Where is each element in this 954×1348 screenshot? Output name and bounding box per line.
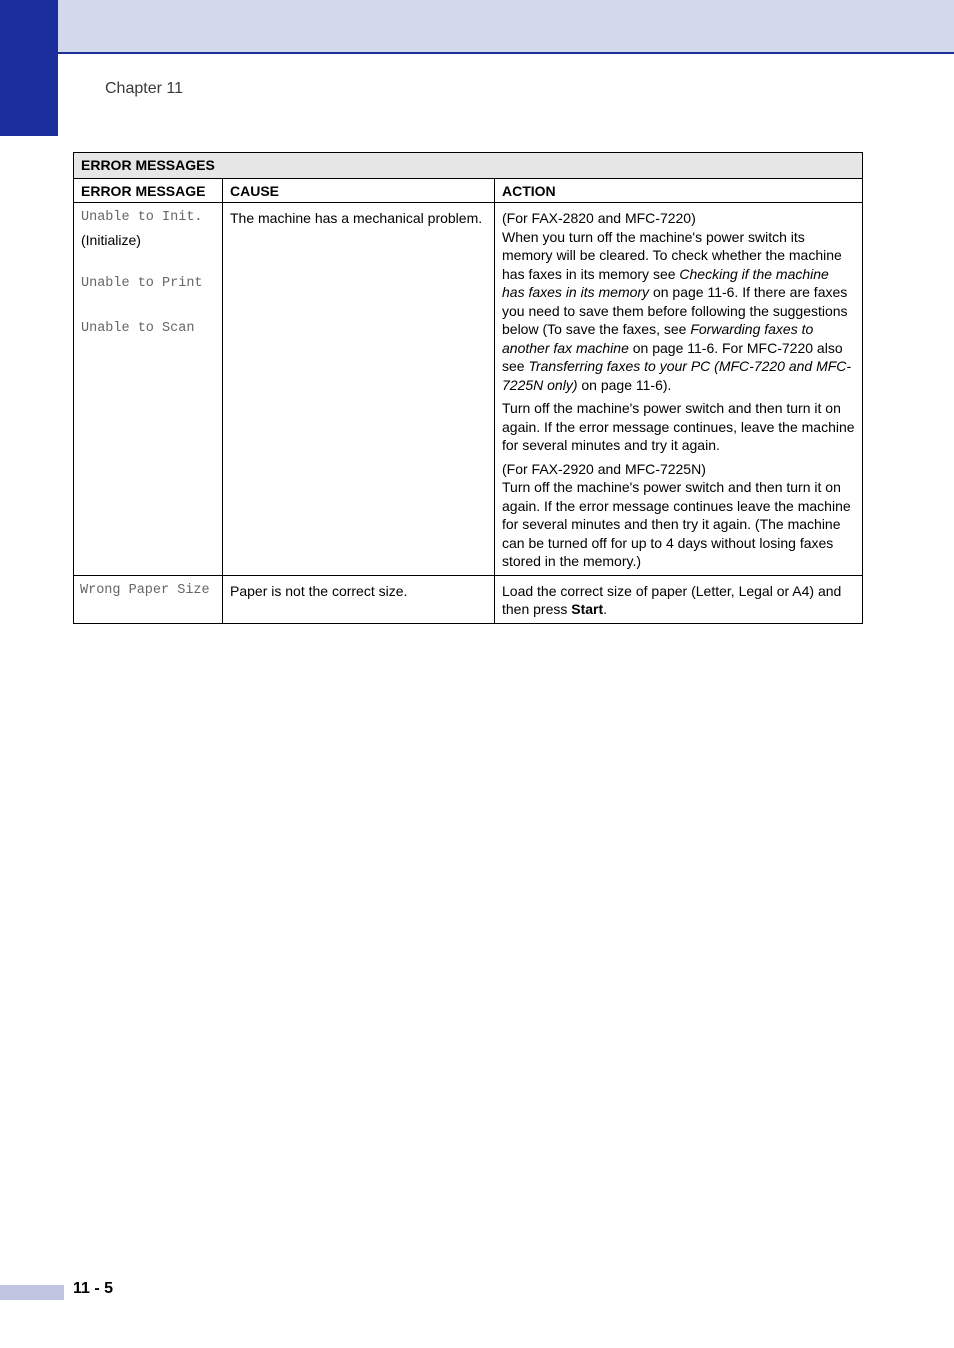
action-text: on page 11-6).: [577, 376, 672, 393]
action-text: on page 11-6. For MFC-7220 also see: [502, 339, 843, 374]
table-title-row: [74, 153, 863, 179]
error-message-cell: [74, 575, 223, 623]
error-messages-table: [73, 152, 863, 624]
chapter-tab: [0, 0, 58, 136]
cause-cell: The machine has a mechanical problem.: [223, 203, 495, 576]
lcd-message: Wrong Paper Size: [80, 582, 210, 598]
action-paragraph: [502, 209, 855, 394]
action-paragraph: Turn off the machine's power switch and then turn it on again. If the error message continues, leave the machine for several minutes and try it again.: [502, 400, 855, 453]
table-title: ERROR MESSAGES: [74, 153, 863, 179]
reference-link-text: Checking if the machine has faxes in its memory: [502, 265, 829, 300]
table-row: [74, 575, 863, 623]
lcd-message: Unable to Scan: [81, 320, 195, 336]
table-row: [74, 203, 863, 576]
column-header-error-message: ERROR MESSAGE: [74, 178, 223, 203]
lcd-message: Unable to Init.: [81, 210, 203, 225]
chapter-label: Chapter 11: [105, 80, 183, 97]
message-note: (Initialize): [81, 231, 141, 248]
cause-cell: Paper is not the correct size.: [223, 575, 495, 623]
header-band: [0, 0, 954, 54]
action-text: .: [603, 601, 608, 617]
key-name: Start: [571, 601, 604, 617]
model-note: (For FAX-2920 and MFC-7225N): [502, 460, 706, 477]
action-text: Turn off the machine's power switch and then turn it on again. If the error message continues leave the machine for several minutes and then try it again. (The machine can be turned off for up to 4 days without losing faxes stored in the memory.): [502, 479, 851, 569]
reference-link-text: Forwarding faxes to another fax machine: [502, 321, 814, 356]
action-text: Load the correct size of paper (Letter, Legal or A4) and then press: [502, 582, 842, 617]
page-number: 11 - 5: [73, 1280, 114, 1297]
error-message-cell: [74, 203, 223, 576]
column-header-cause: CAUSE: [223, 178, 495, 203]
action-cell: [495, 575, 863, 623]
column-header-action: ACTION: [495, 178, 863, 203]
action-paragraph: [502, 460, 855, 571]
reference-link-text: Transferring faxes to your PC (MFC-7220 and MFC-7225N only): [502, 358, 852, 393]
footer-bar: [0, 1285, 64, 1300]
lcd-message: Unable to Print: [81, 276, 203, 291]
action-cell: [495, 203, 863, 576]
model-note: (For FAX-2820 and MFC-7220): [502, 210, 696, 226]
action-text: on page 11-6. If there are faxes you need to save them before following the suggestions below (To save the faxes, see: [502, 284, 848, 337]
table-header-row: [74, 178, 863, 203]
action-text: When you turn off the machine's power switch its memory will be cleared. To check whether the machine has faxes in its memory see: [502, 228, 842, 282]
